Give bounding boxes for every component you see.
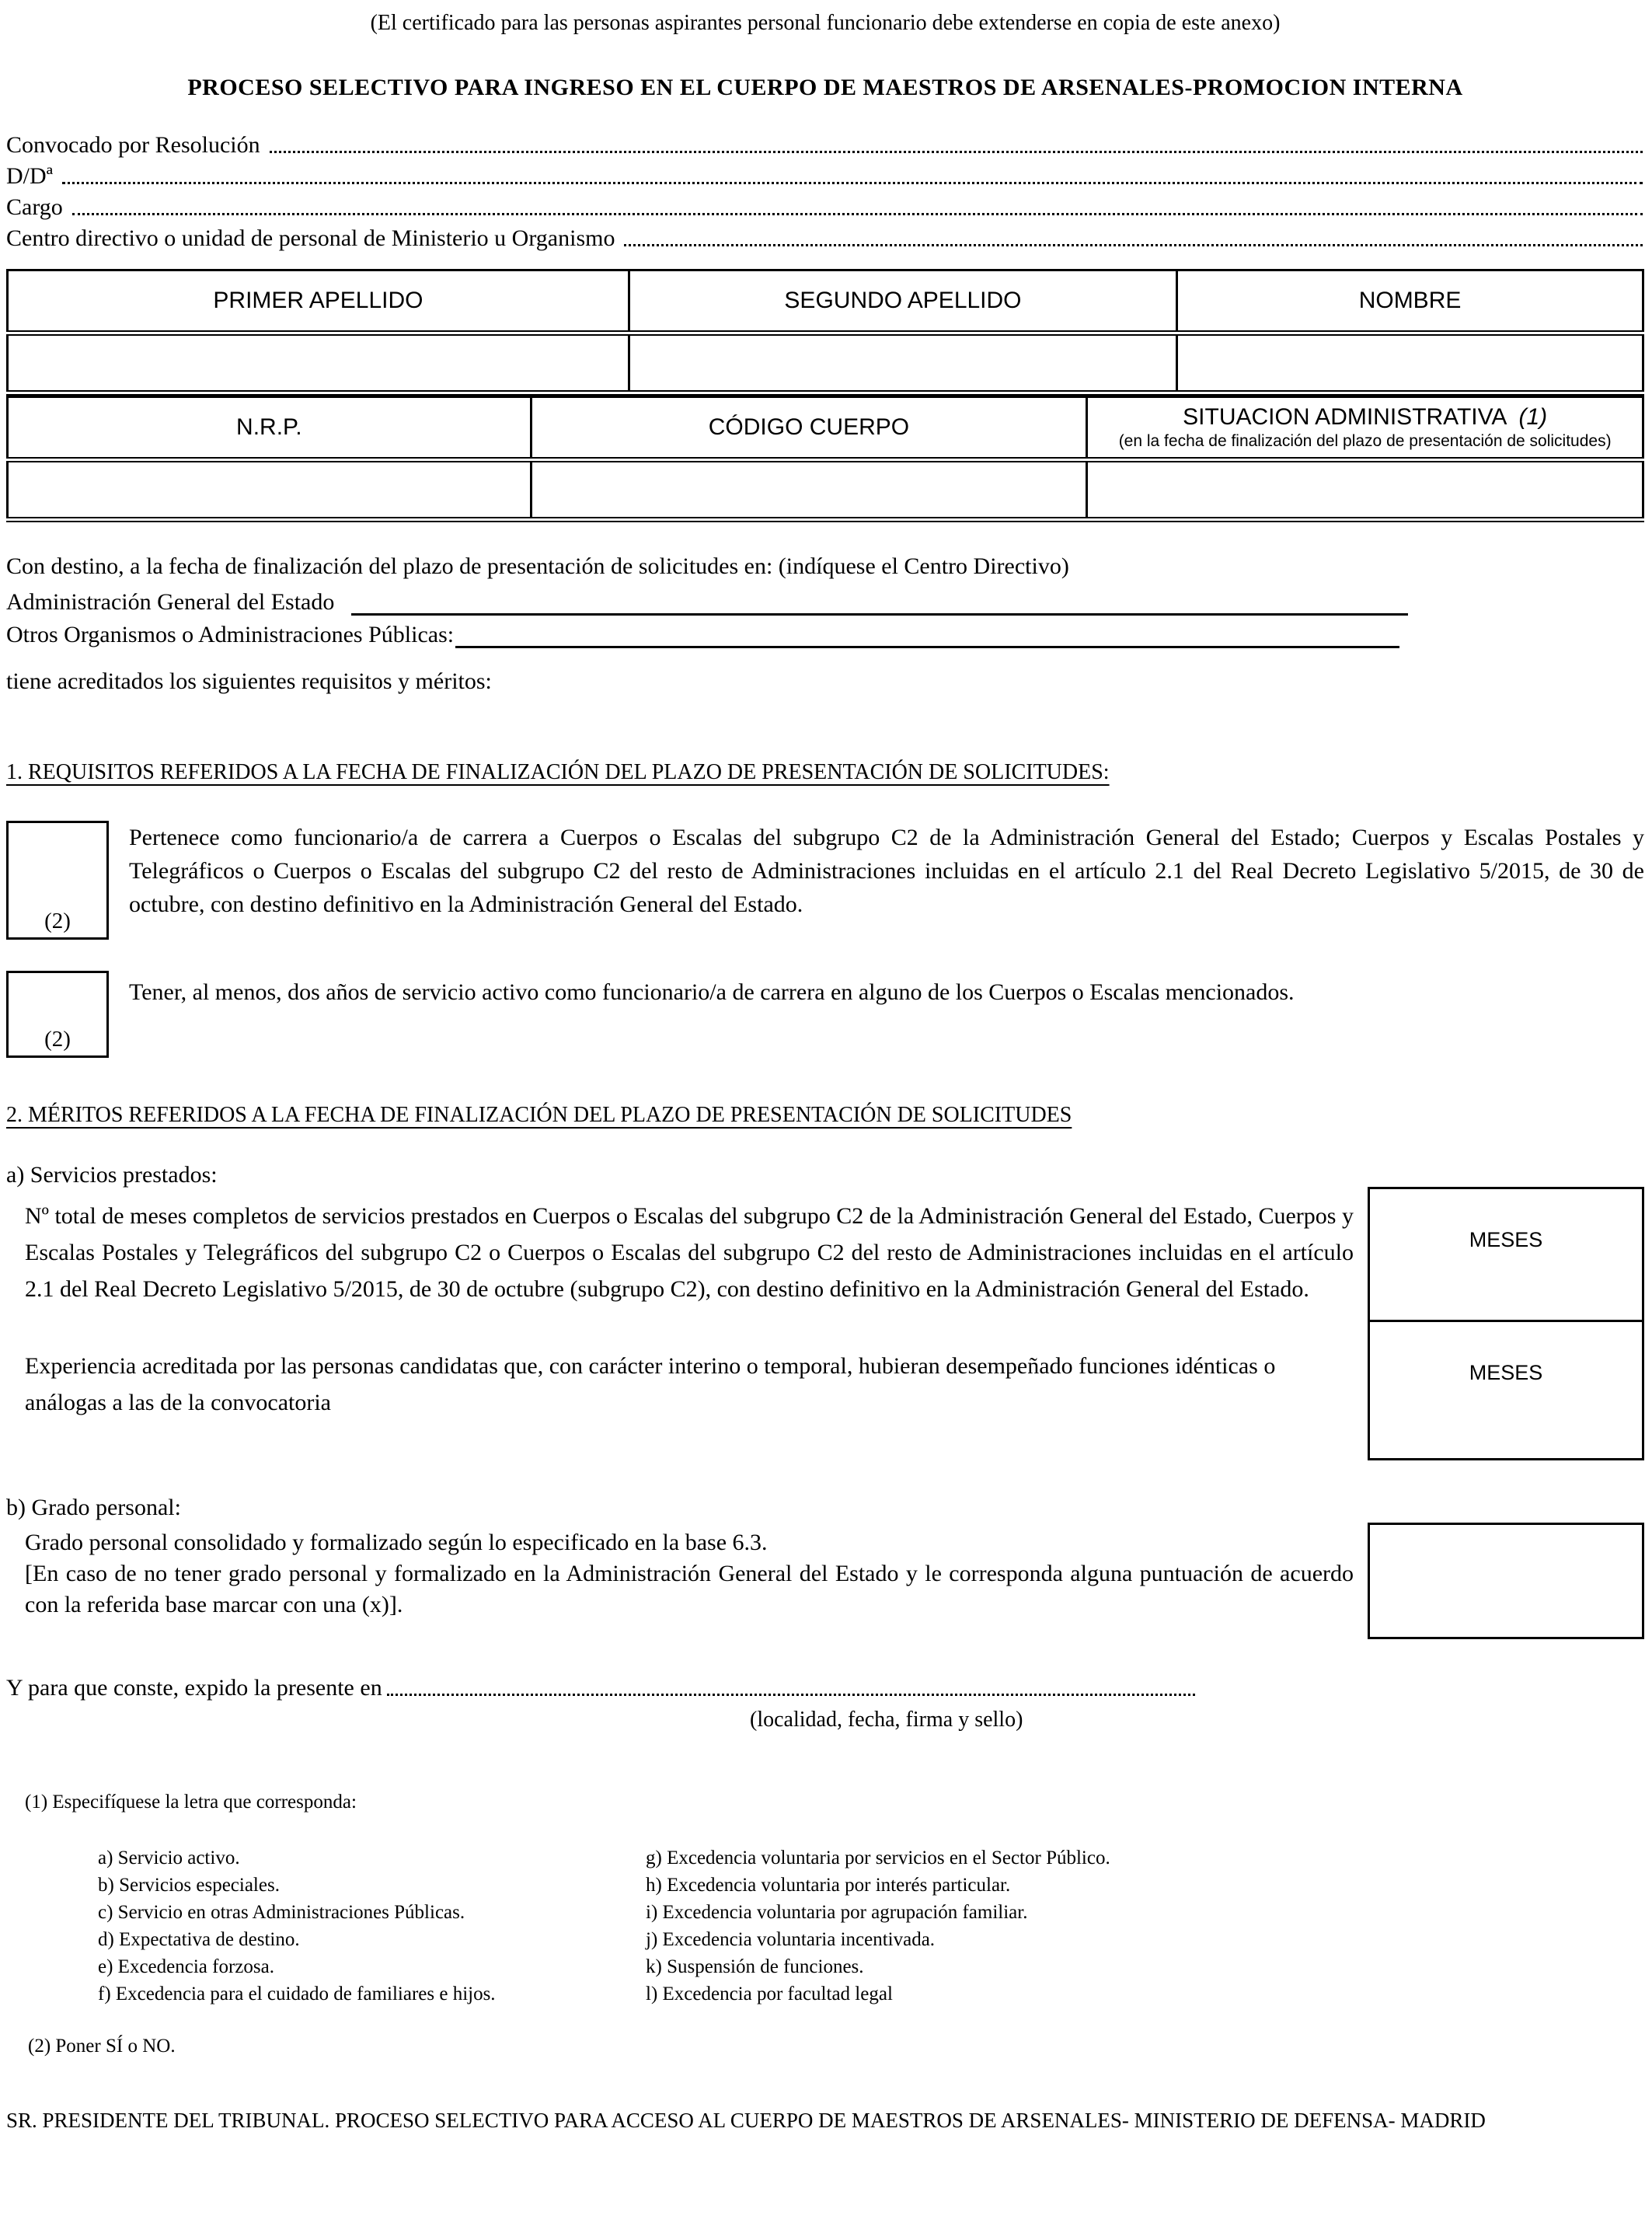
servicios-prestados-heading: a) Servicios prestados:	[6, 1162, 218, 1188]
resolucion-input-line[interactable]	[270, 150, 1643, 153]
grado-line1-text: Grado personal consolidado y formalizado según lo especificado en la base 6.3.	[25, 1530, 768, 1555]
servicios-item2-text: Experiencia acreditada por las personas candidatas que, con carácter interino o temporal, hubieran desempeñado funciones idénticas o análogas a las de la convocatoria	[25, 1353, 1276, 1415]
expedition-input-line[interactable]	[387, 1693, 1195, 1696]
nombre-input-line[interactable]	[62, 181, 1643, 184]
segundo-apellido-field[interactable]	[629, 333, 1176, 393]
header-nrp: N.R.P.	[8, 397, 531, 460]
situacion-options-list	[98, 1844, 1644, 2008]
option-k: k) Suspensión de funciones.	[646, 1956, 864, 1977]
grado-line2-text: [En caso de no tener grado personal y formalizado en la Administración General del Estado y le corresponda alguna puntuación de acuerdo con la referida base marcar con una (x)].	[25, 1561, 1354, 1617]
cargo-label: Cargo	[6, 194, 63, 220]
meses-field-2[interactable]	[1370, 1320, 1642, 1458]
footnote2-text: (2) Poner SÍ o NO.	[28, 2036, 176, 2057]
signature-note: (localidad, fecha, firma y sello)	[750, 1708, 1023, 1732]
field-row-cargo	[6, 190, 1644, 221]
grado-personal-block	[6, 1527, 1644, 1639]
option-e: e) Excedencia forzosa.	[98, 1956, 274, 1977]
requisito1-text: Pertenece como funcionario/a de carrera a Cuerpos o Escalas del subgrupo C2 de la Administración General del Estado; Cuerpos y Escalas Postales y Telegráficos o Cuerpos o Escalas del subgrupo C2 del resto de Administraciones incluidas en el artículo 2.1 del Real Decreto Legislativo 5/2015, de 30 de octubre, con destino definitivo en la Administración General del Estado.	[129, 825, 1644, 917]
grado-field[interactable]	[1368, 1523, 1644, 1639]
header-situacion-administrativa	[1087, 397, 1643, 460]
option-c: c) Servicio en otras Administraciones Públicas.	[98, 1902, 465, 1923]
checkbox-ref-label: (2)	[44, 909, 71, 933]
option-g: g) Excedencia voluntaria por servicios en el Sector Público.	[646, 1847, 1110, 1868]
checkbox-ref-label: (2)	[44, 1027, 71, 1052]
field-row-nombre	[6, 159, 1644, 190]
situacion-ref-number: (1)	[1518, 404, 1548, 430]
age-input-line[interactable]	[351, 590, 1408, 616]
servicios-prestados-block	[6, 1198, 1644, 1460]
header-codigo-cuerpo: CÓDIGO CUERPO	[531, 397, 1087, 460]
destination-intro: Con destino, a la fecha de finalización del plazo de presentación de solicitudes en: (indíquese el Centro Directivo)	[6, 553, 1069, 579]
destination-line-otros	[6, 616, 1644, 648]
meses-boxes-column	[1368, 1187, 1644, 1460]
page-title: PROCESO SELECTIVO PARA INGRESO EN EL CUERPO DE MAESTROS DE ARSENALES-PROMOCION INTERNA	[187, 75, 1463, 100]
option-l: l) Excedencia por facultad legal	[646, 1984, 893, 2004]
requisito2-text: Tener, al menos, dos años de servicio activo como funcionario/a de carrera en alguno de los Cuerpos o Escalas mencionados.	[129, 979, 1295, 1005]
expedition-label: Y para que conste, expido la presente en	[6, 1675, 382, 1701]
requisito2-checkbox[interactable]	[6, 971, 109, 1058]
field-row-resolucion	[6, 127, 1644, 159]
option-i: i) Excedencia voluntaria por agrupación familiar.	[646, 1902, 1028, 1923]
footnote1-intro: (1) Especifíquese la letra que corresponda:	[25, 1792, 357, 1813]
otros-organismos-label: Otros Organismos o Administraciones Públicas:	[6, 622, 455, 647]
requisito-item-2	[6, 971, 1644, 1058]
centro-label: Centro directivo o unidad de personal de Ministerio u Organismo	[6, 225, 615, 251]
option-j: j) Excedencia voluntaria incentivada.	[646, 1929, 936, 1950]
acknowledge-text: tiene acreditados los siguientes requisitos y méritos:	[6, 668, 492, 694]
meses-field-1[interactable]	[1370, 1189, 1642, 1320]
meses-label-1: MESES	[1469, 1228, 1543, 1251]
meses-label-2: MESES	[1469, 1361, 1543, 1384]
identity-table-admin	[6, 396, 1644, 522]
grado-text-column	[6, 1527, 1368, 1639]
cargo-input-line[interactable]	[72, 212, 1643, 215]
identity-table-names	[6, 269, 1644, 396]
age-label: Administración General del Estado	[6, 589, 335, 615]
section2-heading: 2. MÉRITOS REFERIDOS A LA FECHA DE FINALIZACIÓN DEL PLAZO DE PRESENTACIÓN DE SOLICITUDES	[6, 1103, 1072, 1127]
centro-input-line[interactable]	[624, 243, 1643, 246]
nombre-label: D/Dª	[6, 163, 53, 189]
codigo-cuerpo-field[interactable]	[531, 460, 1087, 520]
requisito-item-1	[6, 821, 1644, 940]
situacion-title: SITUACION ADMINISTRATIVA	[1183, 404, 1506, 430]
expedition-line	[6, 1670, 1644, 1701]
situacion-field[interactable]	[1087, 460, 1643, 520]
field-row-centro	[6, 221, 1644, 252]
servicios-item1-text: Nº total de meses completos de servicios prestados en Cuerpos o Escalas del subgrupo C2 de la Administración General del Estado, Cuerpos y Escalas Postales y Telegráficos del subgrupo C2 o Cuerpos o Escalas del subgrupo C2 del resto de Administraciones incluidas en el artículo 2.1 del Real Decreto Legislativo 5/2015, de 30 de octubre (subgrupo C2), con destino definitivo en la Administración General del Estado.	[25, 1203, 1354, 1302]
option-f: f) Excedencia para el cuidado de familiares e hijos.	[98, 1984, 496, 2004]
nrp-field[interactable]	[8, 460, 531, 520]
table-header-row	[8, 270, 1643, 333]
requisito1-checkbox[interactable]	[6, 821, 109, 940]
table-blank-row	[8, 460, 1643, 520]
otros-organismos-input-line[interactable]	[455, 623, 1399, 648]
nombre-field[interactable]	[1177, 333, 1643, 393]
resolucion-label: Convocado por Resolución	[6, 132, 260, 158]
section1-heading: 1. REQUISITOS REFERIDOS A LA FECHA DE FINALIZACIÓN DEL PLAZO DE PRESENTACIÓN DE SOLICITUDES:	[6, 760, 1110, 784]
destination-line-age	[6, 583, 1644, 616]
addressee-footer: SR. PRESIDENTE DEL TRIBUNAL. PROCESO SELECTIVO PARA ACCESO AL CUERPO DE MAESTROS DE ARSENALES- MINISTERIO DE DEFENSA- MADRID	[6, 2109, 1486, 2132]
table-blank-row	[8, 333, 1643, 393]
option-d: d) Expectativa de destino.	[98, 1929, 300, 1950]
grado-personal-heading: b) Grado personal:	[6, 1495, 181, 1520]
header-primer-apellido: PRIMER APELLIDO	[8, 270, 629, 333]
situacion-subtitle: (en la fecha de finalización del plazo de presentación de solicitudes)	[1118, 432, 1612, 450]
header-nombre: NOMBRE	[1177, 270, 1643, 333]
option-b: b) Servicios especiales.	[98, 1875, 280, 1896]
header-segundo-apellido: SEGUNDO APELLIDO	[629, 270, 1176, 333]
primer-apellido-field[interactable]	[8, 333, 629, 393]
top-note: (El certificado para las personas aspirantes personal funcionario debe extenderse en copia de este anexo)	[370, 11, 1281, 35]
servicios-text-column	[6, 1198, 1368, 1460]
option-a: a) Servicio activo.	[98, 1847, 240, 1868]
option-h: h) Excedencia voluntaria por interés particular.	[646, 1875, 1011, 1896]
table-header-row	[8, 397, 1643, 460]
